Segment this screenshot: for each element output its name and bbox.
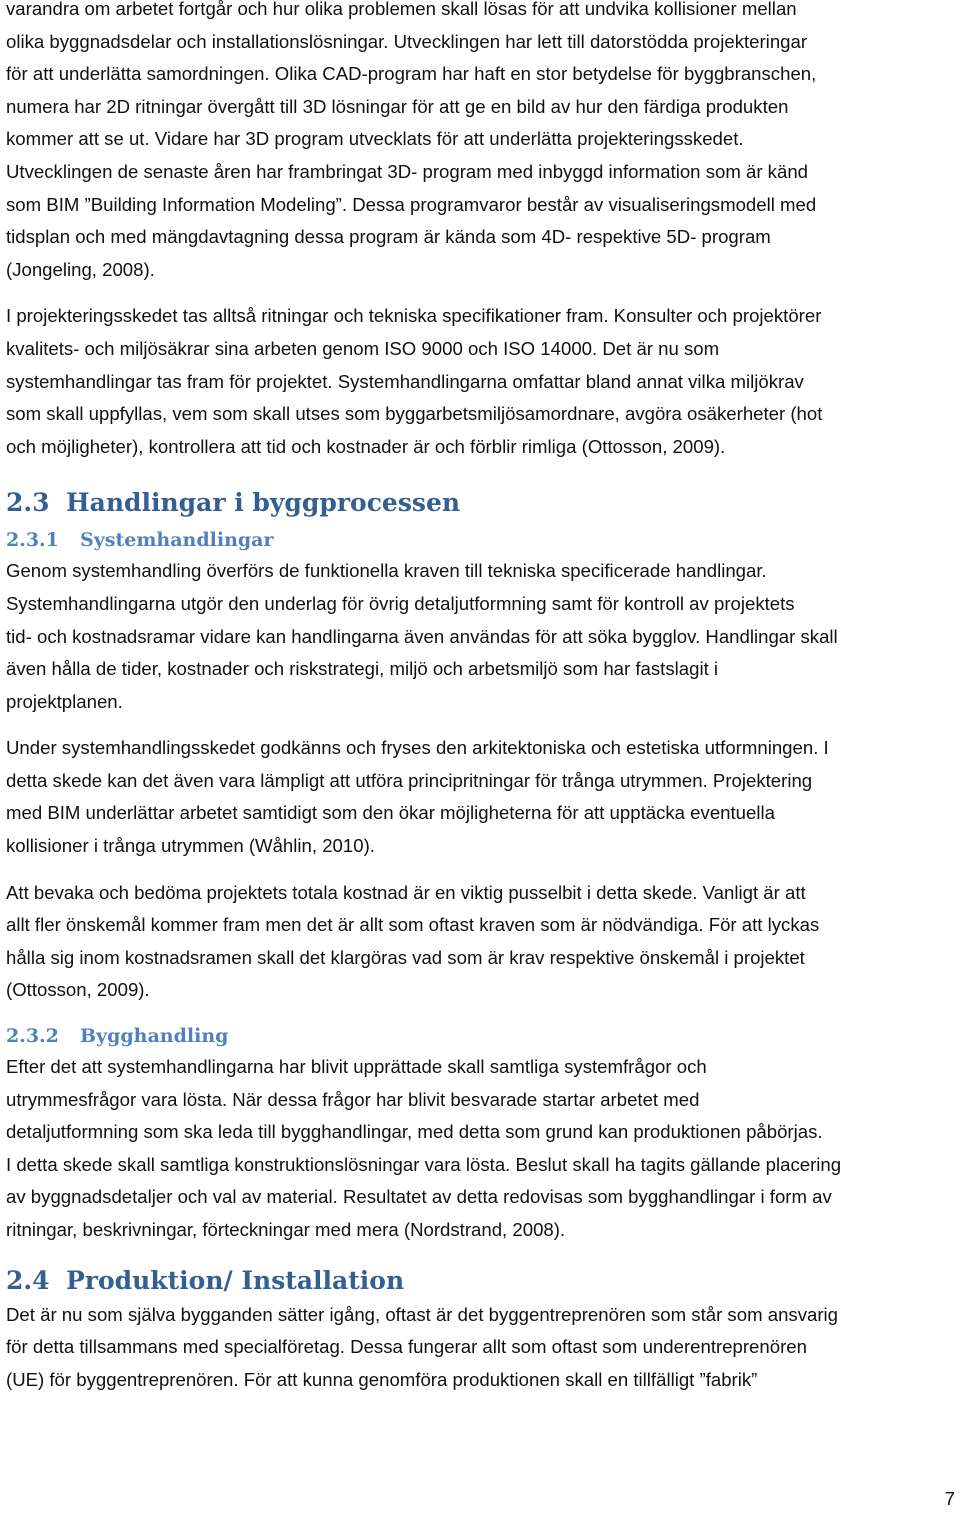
text-line: tid- och kostnadsramar vidare kan handlingarna även användas för att söka bygglov. Handlingar skall [6,625,838,647]
text-line: kollisioner i trånga utrymmen (Wåhlin, 2010). [6,835,375,857]
text-line: Utvecklingen de senaste åren har frambringat 3D- program med inbyggd information som är känd [6,160,809,182]
text-line: tidsplan och med mängdavtagning dessa program är kända som 4D- respektive 5D- program [6,226,771,248]
heading-2-3 [6,485,956,521]
text-line: allt fler önskemål kommer fram men det är allt som oftast kraven som är nödvändiga. För att lyckas [6,914,820,936]
text-line: ritningar, beskrivningar, förteckningar med mera (Nordstrand, 2008). [6,1219,566,1240]
text-line: projektplanen. [6,690,123,712]
heading-title: Produktion/ Installation [66,1265,405,1295]
text-line: systemhandlingar tas fram för projektet. Systemhandlingarna omfattar bland annat vilka miljökrav [6,370,804,392]
heading-number: 2.4 [6,1265,50,1295]
heading-title: Handlingar i byggprocessen [66,488,461,518]
text-line: Genom systemhandling överförs de funktionella kraven till tekniska specificerade handlingar. [6,560,767,582]
text-line: (UE) för byggentreprenören. För att kunna genomföra produktionen skall en tillfälligt ”fabrik” [6,1368,758,1390]
text-line: kvalitets- och miljösäkrar sina arbeten genom ISO 9000 och ISO 14000. Det är nu som [6,337,720,359]
text-line: varandra om arbetet fortgår och hur olika problemen skall lösas för att undvika kollisioner mellan [6,0,797,19]
heading-2-3-2 [6,1021,956,1051]
heading-number: 2.3.1 [6,529,59,552]
text-line: hålla sig inom kostnadsramen skall det klargöras vad som är krav respektive önskemål i projektet [6,946,805,968]
text-line: Systemhandlingarna utgör den underlag för övrig detaljutformning samt för kontroll av projektets [6,592,795,614]
heading-title: Systemhandlingar [80,529,274,552]
text-line: för att underlätta samordningen. Olika CAD-program har haft en stor betydelse för byggbranschen, [6,63,817,85]
text-line: detta skede kan det även vara lämpligt att utföra principritningar för trånga utrymmen. Projektering [6,769,813,791]
paragraph-kostnad [6,877,956,1007]
text-line: för detta tillsammans med specialföretag. Dessa fungerar allt som oftast som underentreprenören [6,1336,807,1358]
text-line: som skall uppfyllas, vem som skall utses som byggarbetsmiljösamordnare, avgöra osäkerheter (hot [6,403,823,425]
text-line: med BIM underlättar arbetet samtidigt som den ökar möjligheterna för att upptäcka eventuella [6,802,775,824]
paragraph-systemhandling [6,555,956,718]
text-line: kommer att se ut. Vidare har 3D program utvecklats för att underlätta projekteringsskedet. [6,128,744,150]
text-line: olika byggnadsdelar och installationslösningar. Utvecklingen har lett till datorstödda projekteringar [6,30,808,52]
heading-number: 2.3.2 [6,1025,59,1048]
heading-number: 2.3 [6,488,50,518]
text-line: I projekteringsskedet tas alltså ritningar och tekniska specifikationer fram. Konsulter och projektörer [6,305,822,327]
paragraph-bim-intro [6,0,956,286]
paragraph-bygghandling [6,1051,956,1247]
text-line: och möjligheter), kontrollera att tid och kostnader är och förblir rimliga (Ottosson, 2009). [6,435,726,457]
text-line: (Ottosson, 2009). [6,979,150,1001]
text-line: utrymmesfrågor vara lösta. När dessa frågor har blivit besvarade startar arbetet med [6,1088,700,1110]
heading-title: Bygghandling [80,1025,229,1048]
text-line: Att bevaka och bedöma projektets totala kostnad är en viktig pusselbit i detta skede. Vanligt är att [6,881,806,903]
paragraph-produktion [6,1299,956,1397]
text-line: Under systemhandlingsskedet godkänns och fryses den arkitektoniska och estetiska utformningen. I [6,737,829,759]
text-line: I detta skede skall samtliga konstruktionslösningar vara lösta. Beslut skall ha tagits gällande placering [6,1153,842,1175]
text-line: även hålla de tider, kostnader och riskstrategi, miljö och arbetsmiljö som har fastslagit i [6,658,719,680]
page-number: 7 [944,1488,955,1509]
text-line: Efter det att systemhandlingarna har blivit upprättade skall samtliga systemfrågor och [6,1056,707,1078]
paragraph-systemhandlingsskedet [6,732,956,862]
text-line: som BIM ”Building Information Modeling”. Dessa programvaror består av visualiseringsmodell med [6,193,817,215]
text-line: av byggnadsdetaljer och val av material. Resultatet av detta redovisas som bygghandlingar i form av [6,1186,832,1208]
heading-2-3-1 [6,525,956,555]
text-line: Det är nu som själva bygganden sätter igång, oftast är det byggentreprenören som står som ansvarig [6,1303,839,1325]
document-page [6,0,956,1396]
text-line: (Jongeling, 2008). [6,258,155,280]
paragraph-projektering [6,300,956,463]
text-line: numera har 2D ritningar övergått till 3D lösningar för att ge en bild av hur den färdiga produkten [6,95,789,117]
text-line: detaljutformning som ska leda till bygghandlingar, med detta som grund kan produktionen påbörjas. [6,1121,823,1143]
heading-2-4 [6,1263,956,1299]
